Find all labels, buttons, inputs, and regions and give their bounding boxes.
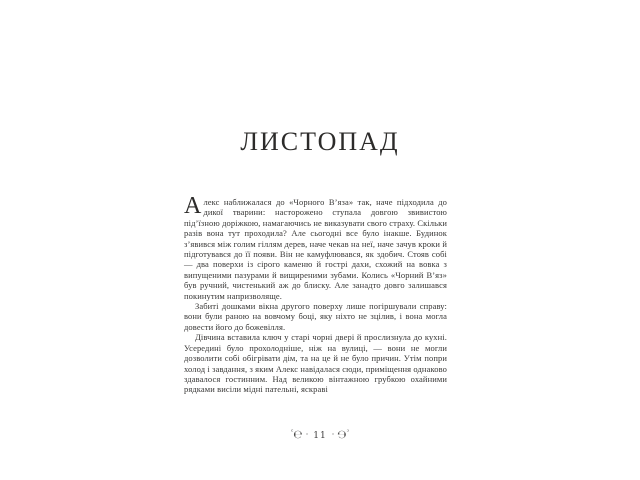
chapter-title: ЛИСТОПАД xyxy=(240,127,400,156)
page-footer xyxy=(0,426,640,442)
paragraph-third: Дівчина вставила ключ у старі чорні двері й прослизнула до кухні. Усередині було прохолодніше, ніж на вулиці, — вони не могли дозволити собі обігрівати дім, та на це й не було причин. Утім попри холод і завдання, з яким Алекс навідалася сюди, приміщення однаково здавалося гостинним. Над великою вінтажною грубкою охайними рядками висіли мідні пательні, яскраві xyxy=(184,332,447,395)
scroll-ornament-right-icon: ℮ xyxy=(337,428,347,441)
paragraph-first xyxy=(184,193,447,301)
paragraph-first-text: лекс наближалася до «Чорного В’яза» так, наче підходила до дикої тварини: насторожено ступала довгою звивистою під’їзною доріжкою, намагаючись не виказувати свого страху. Скільки разів вона тут проходила? Але сьогодні все було інакше. Будинок з’явився між голим гіллям дерев, наче чекав на неї, наче зачув кроки й підготувався до її появи. Він не камуфлювався, як здобич. Стояв собі — два поверхи із сірого каменю й гострі дахи, схожий на вовка з випущеними пазурами й вищиреними зубами. Колись «Чорний В’яз» був ручний, чистенький аж до блиску. Але занадто довго залишався покинутим напризволяще. xyxy=(184,197,447,301)
drop-cap-letter: А xyxy=(184,193,202,219)
scroll-ornament-left-icon: ℮ xyxy=(293,428,303,441)
paragraph-second: Забиті дошками вікна другого поверху лише погіршували справу: вони були раною на вовчому боці, яку ніхто не зцілив, і вона могла довести його до божевілля. xyxy=(184,301,447,332)
footer-flourish-right-icon: ᵓ xyxy=(346,428,350,436)
footer-flourish-left-icon: ᶜ xyxy=(290,428,294,436)
page-number: 11 xyxy=(313,431,327,441)
footer-dot-left: · xyxy=(305,430,309,439)
footer-dot-right: · xyxy=(331,430,335,439)
body-text-column xyxy=(184,193,447,395)
